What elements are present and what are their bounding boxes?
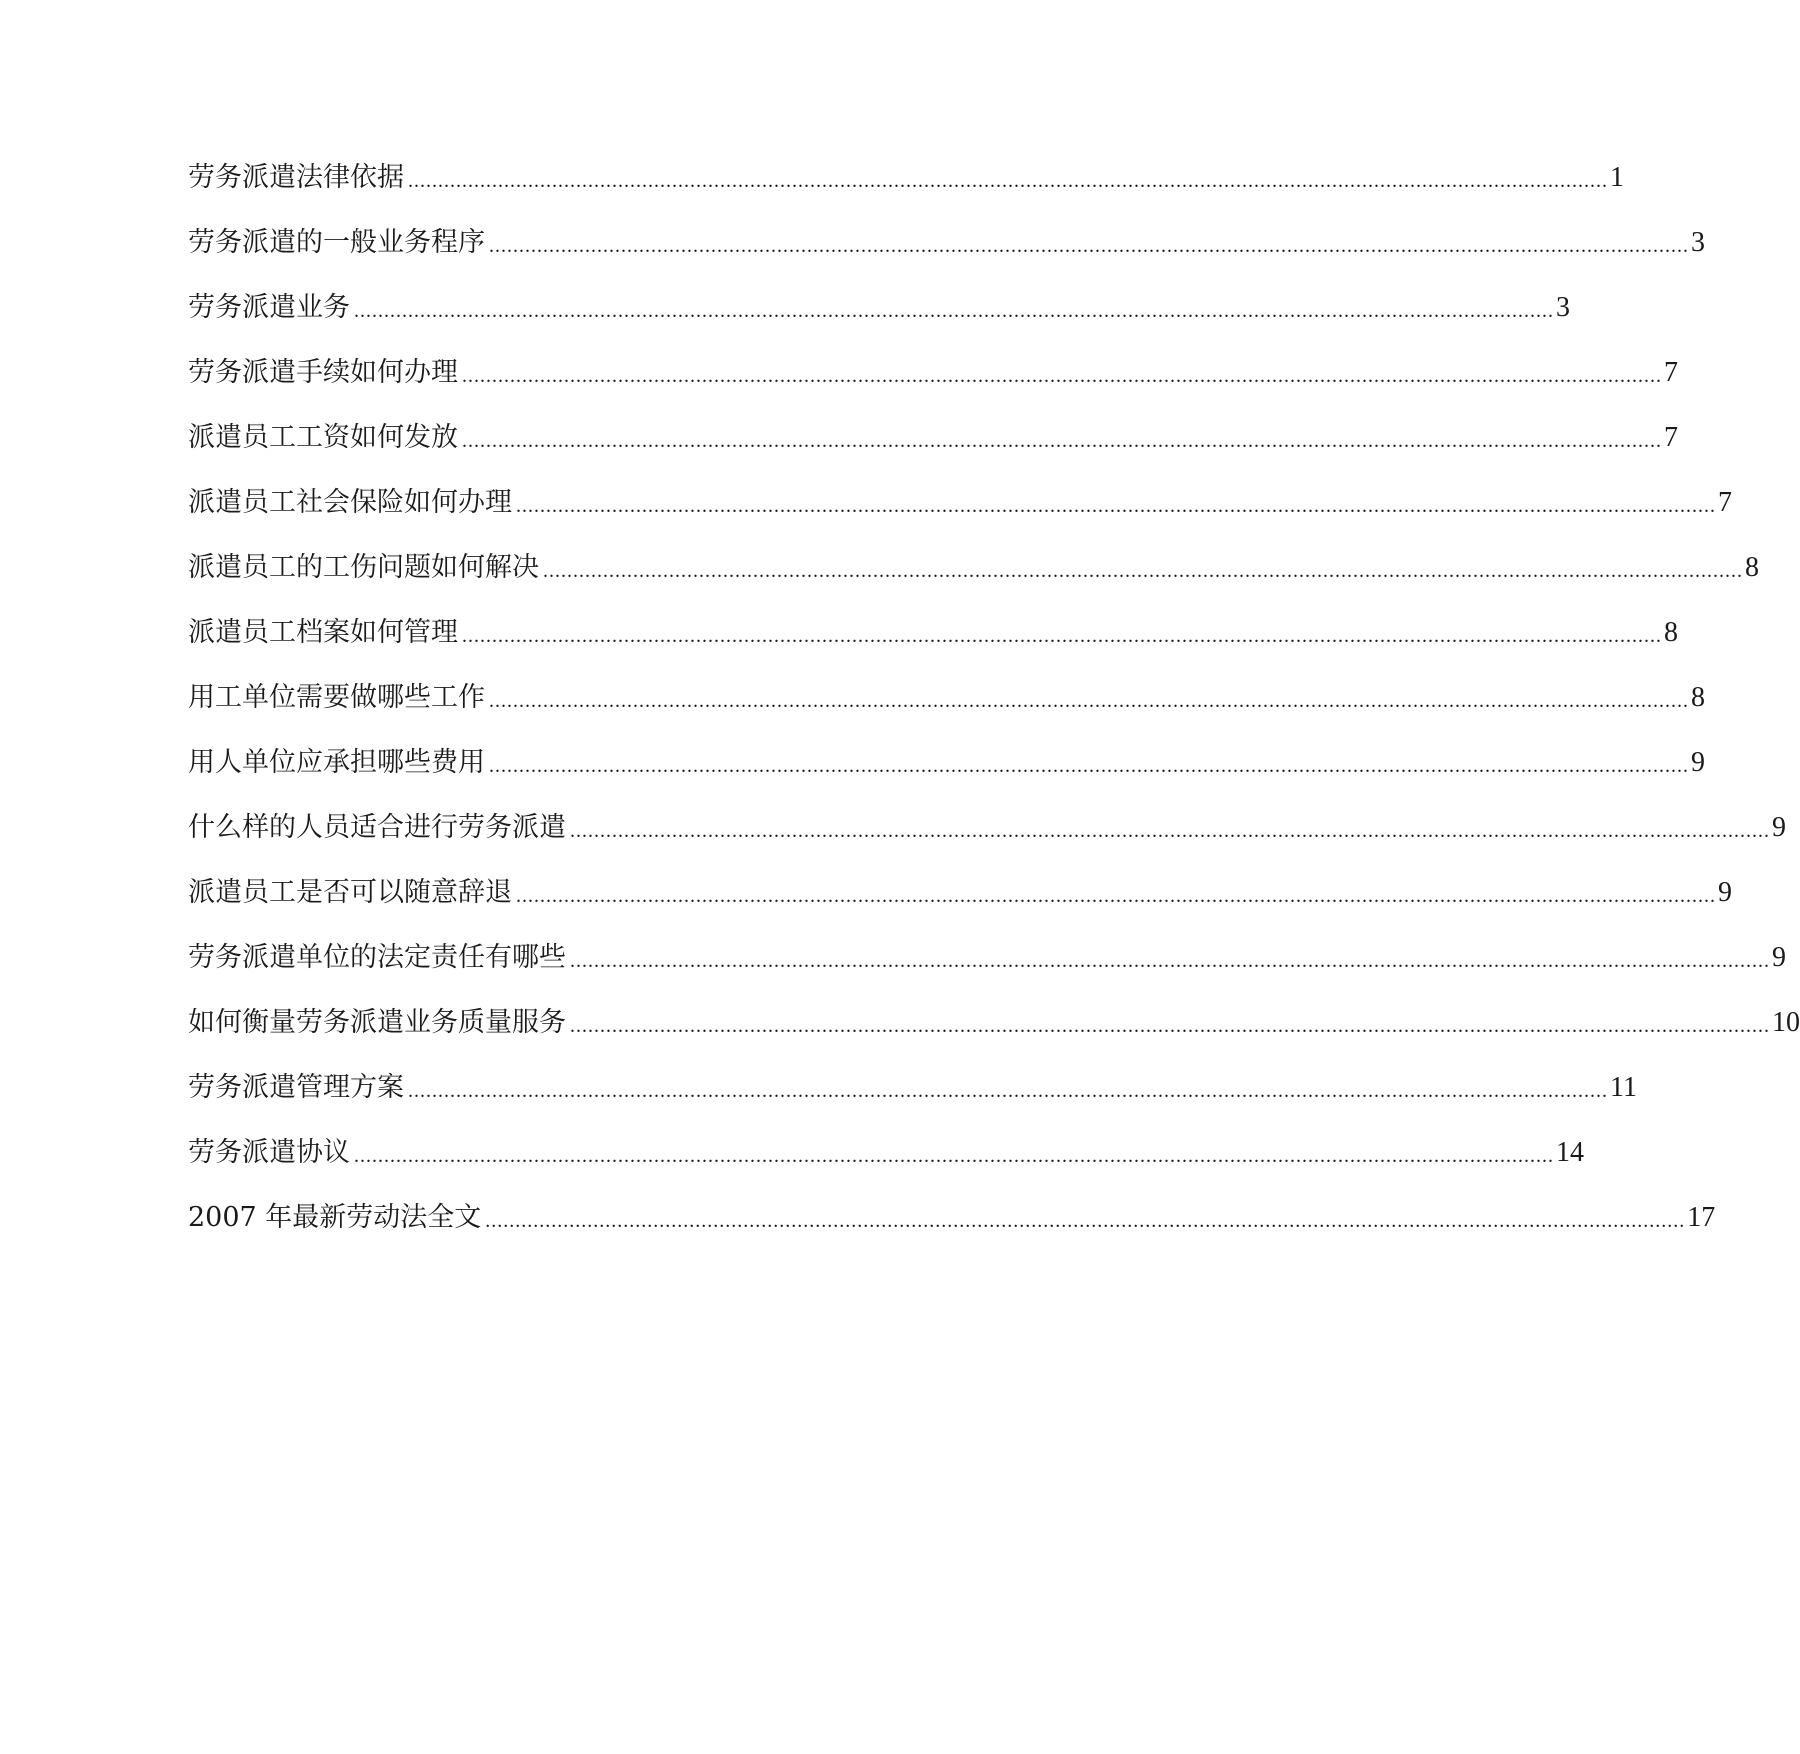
toc-entry[interactable] — [188, 1132, 1584, 1197]
table-of-contents — [188, 157, 1800, 1262]
toc-entry-title: 劳务派遣手续如何办理 — [188, 357, 458, 388]
toc-entry-page: 8 — [1745, 552, 1759, 583]
toc-entry-title: 如何衡量劳务派遣业务质量服务 — [188, 1007, 566, 1038]
toc-dot-leader: ........................................................................................................................................................................................................ — [570, 950, 1770, 972]
toc-entry[interactable] — [188, 807, 1786, 872]
toc-entry-page: 7 — [1718, 487, 1732, 518]
toc-dot-leader: ........................................................................................................................................................................................................ — [570, 1015, 1770, 1037]
toc-entry-page: 3 — [1556, 292, 1570, 323]
toc-dot-leader: ........................................................................................................................................................................................................ — [543, 560, 1743, 582]
toc-entry-title: 劳务派遣单位的法定责任有哪些 — [188, 942, 566, 973]
toc-dot-leader: ........................................................................................................................................................................................................ — [516, 885, 1716, 907]
toc-entry-page: 9 — [1718, 877, 1732, 908]
toc-dot-leader: ........................................................................................................................................................................................................ — [516, 495, 1716, 517]
toc-entry[interactable] — [188, 937, 1786, 1002]
toc-dot-leader: ........................................................................................................................................................................................................ — [485, 1210, 1686, 1232]
toc-dot-leader: ........................................................................................................................................................................................................ — [408, 1080, 1608, 1102]
toc-dot-leader: ........................................................................................................................................................................................................ — [462, 625, 1662, 647]
toc-entry-title: 派遣员工是否可以随意辞退 — [188, 877, 512, 908]
toc-entry[interactable] — [188, 287, 1570, 352]
toc-entry[interactable] — [188, 157, 1624, 222]
toc-dot-leader: ........................................................................................................................................................................................................ — [489, 235, 1689, 257]
toc-entry-title: 劳务派遣业务 — [188, 292, 350, 323]
toc-entry-title: 2007 年最新劳动法全文 — [188, 1202, 482, 1233]
toc-dot-leader: ........................................................................................................................................................................................................ — [354, 300, 1554, 322]
toc-entry-title: 派遣员工社会保险如何办理 — [188, 487, 512, 518]
toc-dot-leader: ........................................................................................................................................................................................................ — [489, 755, 1689, 777]
toc-entry-title: 派遣员工的工伤问题如何解决 — [188, 552, 539, 583]
toc-entry[interactable] — [188, 742, 1705, 807]
toc-entry-title: 劳务派遣法律依据 — [188, 162, 404, 193]
toc-entry-page: 3 — [1691, 227, 1705, 258]
toc-entry[interactable] — [188, 1067, 1637, 1132]
toc-entry-title: 派遣员工档案如何管理 — [188, 617, 458, 648]
toc-entry[interactable] — [188, 352, 1678, 417]
toc-entry[interactable] — [188, 677, 1705, 742]
toc-entry-page: 10 — [1772, 1007, 1800, 1038]
toc-entry-title: 用工单位需要做哪些工作 — [188, 682, 485, 713]
toc-entry[interactable] — [188, 872, 1732, 937]
toc-entry-page: 8 — [1664, 617, 1678, 648]
toc-entry-page: 9 — [1691, 747, 1705, 778]
toc-entry-title: 用人单位应承担哪些费用 — [188, 747, 485, 778]
toc-entry-page: 7 — [1664, 357, 1678, 388]
toc-dot-leader: ........................................................................................................................................................................................................ — [462, 430, 1662, 452]
toc-entry[interactable] — [188, 547, 1759, 612]
toc-entry-title: 劳务派遣协议 — [188, 1137, 350, 1168]
toc-entry[interactable] — [188, 482, 1732, 547]
toc-entry-page: 7 — [1664, 422, 1678, 453]
toc-entry[interactable] — [188, 1197, 1716, 1262]
toc-entry-title: 劳务派遣管理方案 — [188, 1072, 404, 1103]
toc-entry[interactable] — [188, 1002, 1800, 1067]
toc-entry-page: 11 — [1610, 1072, 1637, 1103]
toc-entry-page: 8 — [1691, 682, 1705, 713]
toc-entry-page: 17 — [1687, 1202, 1716, 1233]
toc-dot-leader: ........................................................................................................................................................................................................ — [489, 690, 1689, 712]
toc-entry-page: 14 — [1556, 1137, 1584, 1168]
toc-entry-page: 1 — [1610, 162, 1624, 193]
toc-entry-title: 劳务派遣的一般业务程序 — [188, 227, 485, 258]
toc-entry-page: 9 — [1772, 812, 1786, 843]
toc-dot-leader: ........................................................................................................................................................................................................ — [408, 170, 1608, 192]
toc-entry-title: 什么样的人员适合进行劳务派遣 — [188, 812, 566, 843]
toc-entry[interactable] — [188, 612, 1678, 677]
toc-dot-leader: ........................................................................................................................................................................................................ — [570, 820, 1770, 842]
toc-entry-title: 派遣员工工资如何发放 — [188, 422, 458, 453]
toc-dot-leader: ........................................................................................................................................................................................................ — [354, 1145, 1554, 1167]
toc-dot-leader: ........................................................................................................................................................................................................ — [462, 365, 1662, 387]
toc-entry-page: 9 — [1772, 942, 1786, 973]
toc-entry[interactable] — [188, 222, 1705, 287]
toc-entry[interactable] — [188, 417, 1678, 482]
